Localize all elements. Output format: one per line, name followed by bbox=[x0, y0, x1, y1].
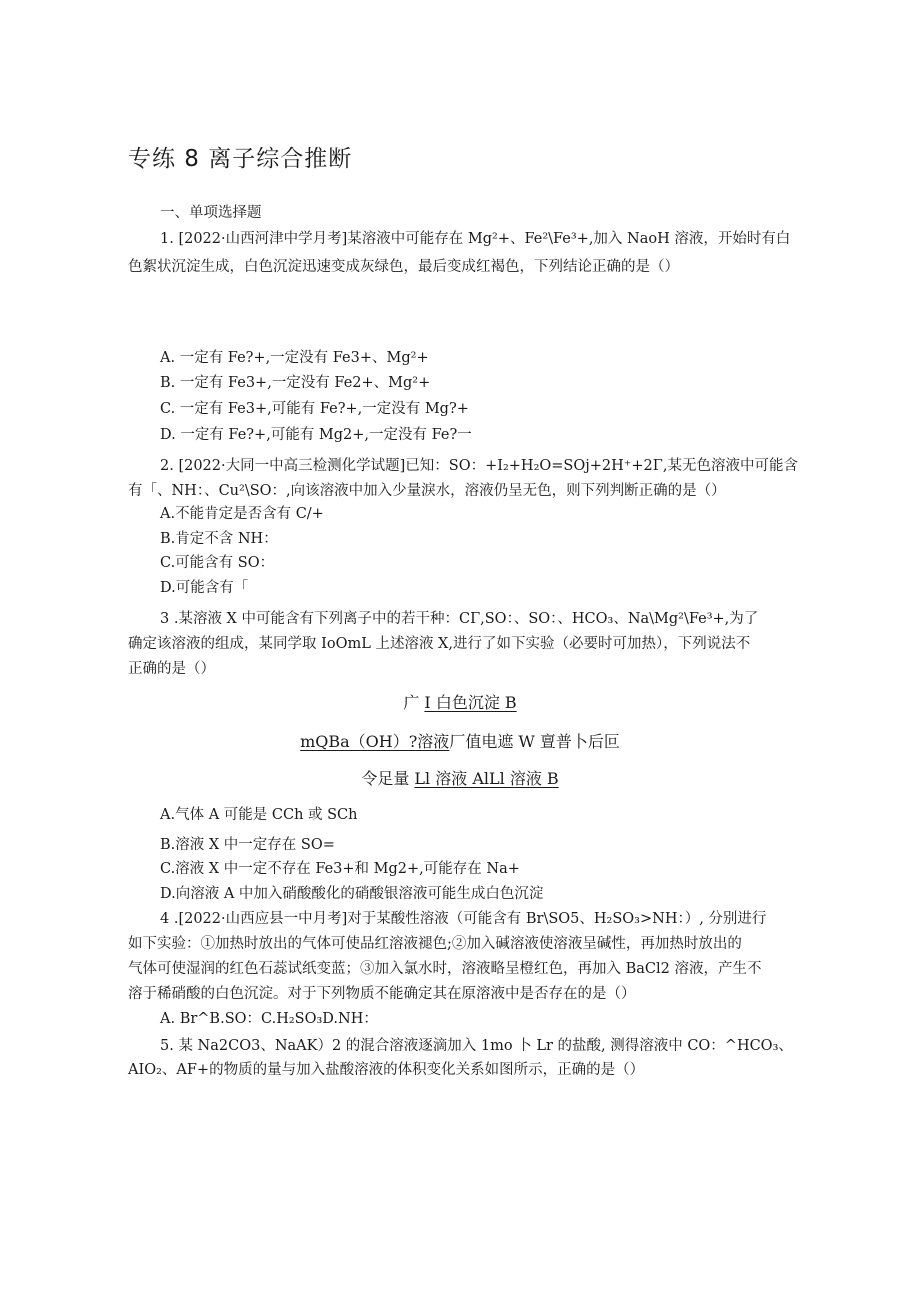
flowchart-row2-label: mQBa（OH）?溶液 bbox=[300, 732, 450, 751]
q1-option-c: C. 一定有 Fe3+,可能有 Fe?+,一定没有 Mg?+ bbox=[160, 401, 469, 417]
q3-option-b: B.溶液 X 中一定存在 SO= bbox=[160, 837, 335, 853]
q3-option-d: D.向溶液 A 中加入硝酸酸化的硝酸银溶液可能生成白色沉淀 bbox=[160, 886, 544, 902]
q1-stem-line1: 1. [2022·山西河津中学月考]某溶液中可能存在 Mg²+、Fe²\Fe³+,加入 NaoH 溶液，开始时有白 bbox=[160, 231, 791, 247]
q1-option-a: A. 一定有 Fe?+,一定没有 Fe3+、Mg²+ bbox=[160, 350, 429, 366]
q1-option-b: B. 一定有 Fe3+,一定没有 Fe2+、Mg²+ bbox=[160, 375, 431, 391]
q2-option-a: A.不能肯定是否含有 C/+ bbox=[160, 506, 324, 522]
q4-options: A. Br^B.SO：C.H₂SO₃D.NH： bbox=[160, 1011, 378, 1027]
q3-option-c: C.溶液 X 中一定不存在 Fe3+和 Mg2+,可能存在 Na+ bbox=[160, 861, 520, 877]
q4-stem-line4: 溶于稀硝酸的白色沉淀。对于下列物质不能确定其在原溶液中是否存在的是（） bbox=[128, 986, 636, 1002]
flowchart-row-2 bbox=[0, 729, 920, 752]
q4-stem-line3: 气体可使湿润的红色石蕊试纸变蓝；③加入氯水时，溶液略呈橙红色，再加入 BaCl2 溶液，产生不 bbox=[128, 961, 762, 977]
q4-stem-line2: 如下实验：①加热时放出的气体可使品红溶液褪色;②加入碱溶液使溶液呈碱性，再加热时放出的 bbox=[128, 936, 742, 952]
q2-option-c: C.可能含有 SO： bbox=[160, 555, 275, 571]
flowchart-row3-prefix: 令足量 bbox=[361, 769, 410, 788]
flowchart-row-3 bbox=[0, 766, 920, 789]
flowchart-row1-label: I 白色沉淀 B bbox=[424, 693, 517, 712]
flowchart-row1-prefix: 广 bbox=[403, 693, 420, 712]
page-title: 专练 8 离子综合推断 bbox=[128, 146, 353, 172]
q1-option-d: D. 一定有 Fe?+,可能有 Mg2+,一定没有 Fe?一 bbox=[160, 427, 472, 443]
q3-option-a: A.气体 A 可能是 CCh 或 SCh bbox=[160, 807, 358, 823]
flowchart-row2-rest: 厂值电遮 W 亶普卜后叵 bbox=[449, 732, 620, 751]
q3-stem-line1: 3 .某溶液 X 中可能含有下列离子中的若干种：CΓ,SO：、SO：、HCO₃、Na\Mg²\Fe³+,为了 bbox=[160, 611, 759, 627]
q1-stem-line2: 色絮状沉淀生成，白色沉淀迅速变成灰绿色，最后变成红褐色，下列结论正确的是（） bbox=[128, 259, 679, 275]
q2-option-b: B.肯定不含 NH： bbox=[160, 531, 278, 547]
q2-stem-line2: 有「、NH：、Cu²\SO：,向该溶液中加入少量淚水，溶液仍呈无色，则下列判断正确的是（） bbox=[128, 483, 726, 499]
flowchart-row-1 bbox=[0, 690, 920, 713]
q4-stem-line1: 4 .[2022·山西应县一中月考]对于某酸性溶液（可能含有 Br\SO5、H₂SO₃>NH：）, 分别进行 bbox=[160, 911, 767, 927]
q3-stem-line3: 正确的是（） bbox=[128, 661, 215, 677]
q3-stem-line2: 确定该溶液的组成，某同学取 IoOmL 上述溶液 X,进行了如下实验（必要时可加热），下列说法不 bbox=[128, 636, 751, 652]
q2-stem-line1: 2. [2022·大同一中高三检测化学试题]已知：SO：+I₂+H₂O=SOj+2H⁺+2Γ,某无色溶液中可能含 bbox=[160, 458, 798, 474]
q5-stem-line1: 5. 某 Na2CO3、NaAK）2 的混合溶液逐滴加入 1mo 卜 Lr 的盐酸, 测得溶液中 CO：^HCO₃、 bbox=[160, 1038, 793, 1054]
q2-option-d: D.可能含有「 bbox=[160, 580, 249, 596]
section-heading: 一、单项选择题 bbox=[160, 205, 262, 221]
q5-stem-line2: AIO₂、AF+的物质的量与加入盐酸溶液的体积变化关系如图所示，正确的是（） bbox=[128, 1062, 645, 1078]
flowchart-row3-label: Ll 溶液 AlLl 溶液 B bbox=[414, 769, 559, 788]
